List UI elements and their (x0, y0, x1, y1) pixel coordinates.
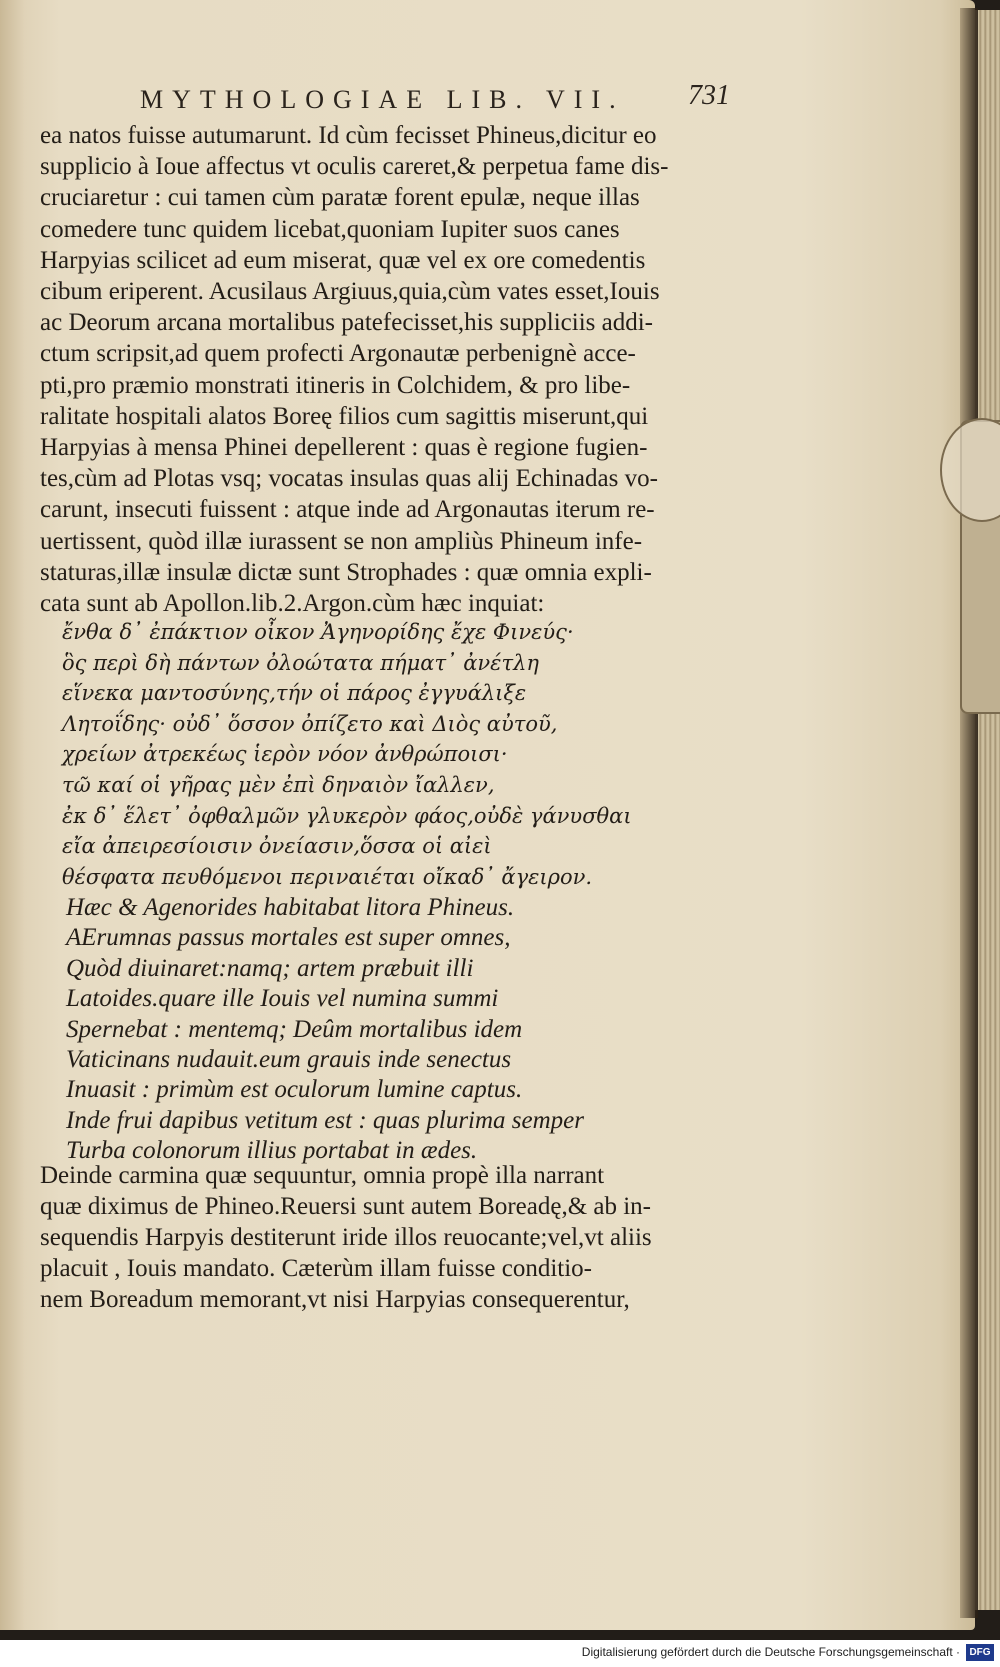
running-title: MYTHOLOGIAE LIB. VII. (140, 85, 625, 114)
prose-line: Deinde carmina quæ sequuntur, omnia propè illa narrant (40, 1162, 605, 1189)
prose-line: pti,pro præmio monstrati itineris in Colchidem, & pro libe- (40, 371, 631, 399)
prose-line: Harpyias à mensa Phinei depellerent : quas è regione fugien- (40, 434, 648, 461)
prose-line: ralitate hospitali alatos Boreę filios cum sagittis miserunt,qui (40, 402, 649, 430)
latin-verse-line: Spernebat : mentemq; Deûm mortalibus idem (66, 1015, 523, 1043)
prose-line: cruciaretur : cui tamen cùm paratæ forent epulæ, neque illas (40, 184, 640, 212)
dfg-logo: DFG (966, 1644, 994, 1661)
digitization-footer (0, 1640, 1000, 1667)
prose-line: uertissent, quòd illæ iurassent se non ampliùs Phineum infe- (40, 527, 643, 555)
prose-line: ctum scripsit,ad quem profecti Argonautæ perbenignè acce- (40, 340, 636, 368)
latin-verse-line: Latoides.quare ille Iouis vel numina summi (66, 985, 499, 1013)
latin-verse-line: AErumnas passus mortales est super omnes, (66, 924, 511, 952)
latin-verse-line: Inde frui dapibus vetitum est : quas plurima semper (66, 1106, 585, 1134)
prose-line: placuit , Iouis mandato. Cæterùm illam fuisse conditio- (40, 1255, 592, 1282)
latin-verse-line: Vaticinans nudauit.eum grauis inde senectus (66, 1046, 512, 1073)
prose-line: sequendis Harpyis destiterunt iride illos reuocante;vel,vt aliis (40, 1224, 652, 1251)
prose-line: nem Boreadum memorant,vt nisi Harpyias consequerentur, (40, 1286, 630, 1313)
prose-line: cata sunt ab Apollon.lib.2.Argon.cùm hæc inquiat: (40, 590, 545, 617)
latin-verse-line: Hæc & Agenorides habitabat litora Phineus. (66, 894, 515, 921)
latin-verse-line: Inuasit : primùm est oculorum lumine captus. (66, 1076, 523, 1104)
greek-verse-line: εἵνεκα μαντοσύνης,τήν οἱ πάρος ἐγγυάλιξε (62, 681, 527, 706)
greek-verse-line: ἐκ δ᾽ ἕλετ᾽ ὀφθαλμῶν γλυκερὸν φάος,οὐδὲ γάνυσθαι (62, 803, 632, 828)
prose-line: comedere tunc quidem licebat,quoniam Iupiter suos canes (40, 215, 620, 243)
prose-line: ea natos fuisse autumarunt. Id cùm fecisset Phineus,dicitur eo (40, 122, 657, 149)
greek-verse-line: τῶ καί οἱ γῆρας μὲν ἐπὶ δηναιὸν ἴαλλεν, (62, 773, 495, 797)
prose-line: staturas,illæ insulæ dictæ sunt Strophades : quæ omnia expli- (40, 558, 652, 586)
prose-line: tes,cùm ad Plotas vsq; vocatas insulas quas alij Echinadas vo- (40, 465, 658, 493)
prose-line: ac Deorum arcana mortalibus patefecisset,his suppliciis addi- (40, 309, 653, 337)
greek-verse-line: ὃς περὶ δὴ πάντων ὀλοώτατα πήματ᾽ ἀνέτλη (62, 650, 539, 675)
prose-line: quæ diximus de Phineo.Reuersi sunt autem Boreadę,& ab in- (40, 1193, 652, 1220)
greek-verse-line: ἔνθα δ᾽ ἐπάκτιον οἶκον Ἀγηνορίδης ἔχε Φινεύς· (62, 620, 574, 644)
folio-number: 731 (688, 80, 730, 111)
greek-verse-line: εἴα ἀπειρεσίοισιν ὀνείασιν,ὅσσα οἱ αἰεὶ (62, 834, 492, 859)
prose-line: Harpyias scilicet ad eum miserat, quæ vel ex ore comedentis (40, 246, 646, 274)
latin-verse-line: Turba colonorum illius portabat in ædes. (66, 1137, 478, 1165)
footer-credit: Digitalisierung gefördert durch die Deutsche Forschungsgemeinschaft · (581, 1645, 960, 1659)
prose-line: cibum eriperent. Acusilaus Argiuus,quia,cùm vates esset,Iouis (40, 278, 660, 305)
latin-verse-line: Quòd diuinaret:namq; artem præbuit illi (66, 954, 474, 982)
page-shadow (960, 8, 978, 1618)
greek-verse-line: θέσφατα πευθόμενοι περιναιέται οἴκαδ᾽ ἄγειρον. (62, 864, 593, 889)
greek-verse-line: Λητοΐδης· οὐδ᾽ ὅσσον ὀπίζετο καὶ Διὸς αὐτοῦ, (62, 711, 558, 736)
prose-line: carunt, insecuti fuissent : atque inde ad Argonautas iterum re- (40, 496, 655, 524)
prose-line: supplicio à Ioue affectus vt oculis careret,& perpetua fame dis- (40, 153, 669, 181)
greek-verse-line: χρείων ἀτρεκέως ἱερὸν νόον ἀνθρώποισι· (62, 742, 508, 767)
